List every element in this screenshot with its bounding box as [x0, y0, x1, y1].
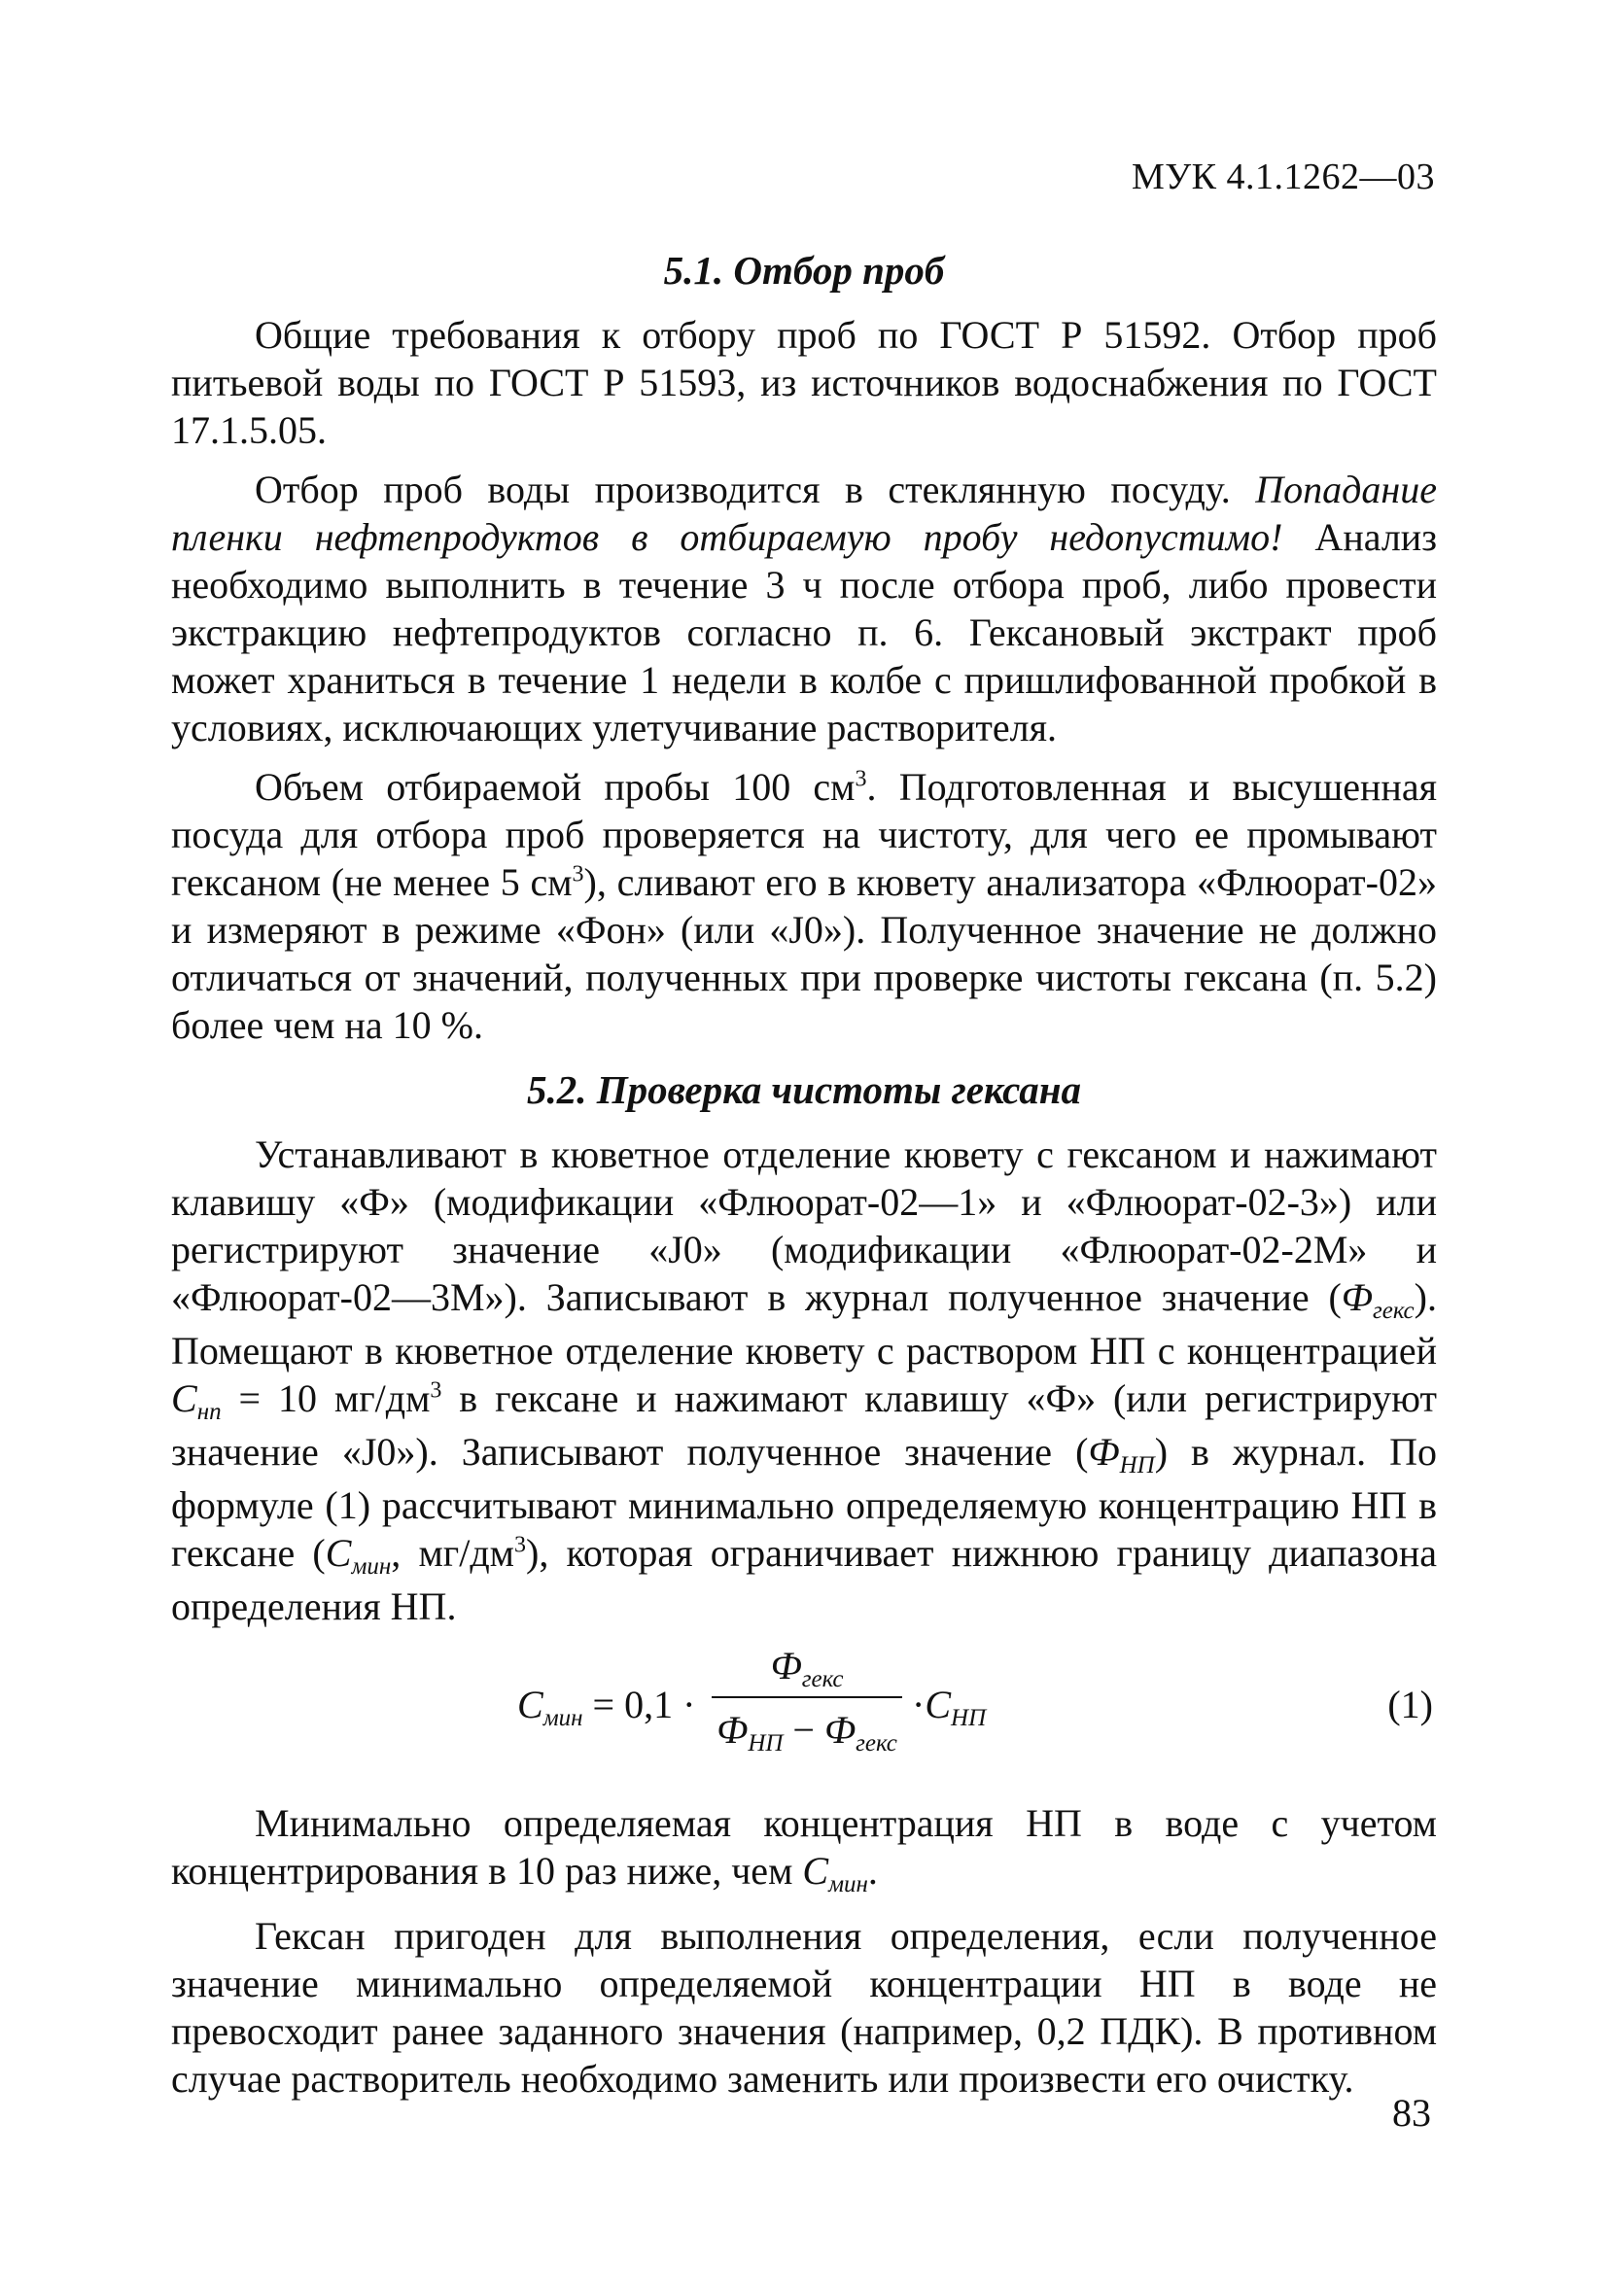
paragraph-text: Общие требования к отбору проб по ГОСТ Р 51592. Отбор проб питьевой воды по ГОСТ Р 51593, из источников водоснабжения по ГОСТ 17.1.5.05. [171, 313, 1437, 452]
paragraph-text: Отбор проб воды производится в стеклянную посуду. [255, 468, 1256, 511]
symbol: Ф [770, 1644, 802, 1687]
page-content [171, 241, 1437, 2114]
minus-sign: − [783, 1708, 824, 1752]
paragraph-text: Минимально определяемая концентрация НП в воде с учетом концентрирования в 10 раз ниже, чем [171, 1801, 1437, 1893]
superscript: 3 [514, 1532, 526, 1558]
paragraph [171, 311, 1437, 454]
paragraph-text: Устанавливают в кюветное отделение кювету с гексаном и нажимают клавишу «Ф» (модификации «Флюорат-02—1» и «Флюорат-02-3») или регистрируют значение «J0» (модификации «Флюорат-02-2М» и «Флюорат-02—3М»). Записывают в журнал полученное значение ( [171, 1132, 1437, 1319]
subscript: гекс [1372, 1298, 1415, 1324]
symbol: С [802, 1849, 829, 1893]
warning-text: Попадание пленки нефтепродуктов в отбираемую пробу недопустимо! [171, 468, 1437, 559]
formula-lhs [517, 1681, 695, 1734]
paragraph-text: , мг/дм [391, 1531, 514, 1575]
subscript: НП [748, 1730, 784, 1757]
paragraph-text: . [867, 1849, 878, 1893]
subscript: гекс [856, 1730, 897, 1757]
subscript: мин [542, 1705, 583, 1731]
paragraph [171, 763, 1437, 1049]
symbol: Ф [717, 1708, 749, 1752]
fraction-numerator [712, 1642, 902, 1690]
paragraph [171, 1912, 1437, 2103]
superscript: 3 [855, 766, 867, 792]
paragraph [171, 466, 1437, 751]
paragraph-text: . Подготовленная и высушенная посуда для отбора проб проверяется на чистоту, для чего ее промывают гексаном (не менее 5 см [171, 765, 1437, 904]
subscript: НП [1119, 1452, 1155, 1478]
paragraph-text: Анализ необходимо выполнить в течение 3 ч после отбора проб, либо провести экстракцию нефтепродуктов согласно п. 6. Гексановый экстракт проб может храниться в течение 1 недели в колбе с пришлифованной пробкой в условиях, исключающих улетучивание растворителя. [171, 515, 1437, 749]
symbol: С [325, 1531, 352, 1575]
equation-number: (1) [1387, 1683, 1433, 1726]
subscript: мин [351, 1553, 392, 1580]
paragraph-text: = 10 мг/дм [221, 1376, 431, 1420]
fraction-bar [712, 1696, 902, 1698]
multiply-dot: · [912, 1683, 926, 1726]
superscript: 3 [430, 1377, 442, 1404]
paragraph [171, 1799, 1437, 1900]
paragraph-text: Объем отбираемой пробы 100 см [255, 765, 856, 809]
symbol: С [925, 1683, 952, 1726]
formula-1 [171, 1642, 1437, 1778]
paragraph [171, 1131, 1437, 1630]
paragraph-text: Гексан пригоден для выполнения определения, если полученное значение минимально определяемой концентрации НП в воде не превосходит ранее заданного значения (например, 0,2 ПДК). В противном случае растворитель необходимо заменить или произвести его очистку. [171, 1914, 1437, 2101]
paragraph-text: в гексане и нажимают клавишу «Ф» (или регистрируют значение «J0»). Записывают полученное значение ( [171, 1376, 1437, 1474]
document-code: МУК 4.1.1262—03 [1131, 157, 1435, 197]
subscript: нп [196, 1399, 222, 1425]
subscript: НП [951, 1705, 987, 1731]
section-heading-5-2: 5.2. Проверка чистоты гексана [526, 1067, 1082, 1112]
section-heading-5-1: 5.1. Отбор проб [663, 248, 945, 293]
symbol: С [517, 1683, 543, 1726]
superscript: 3 [572, 861, 584, 887]
symbol: Ф [1088, 1430, 1120, 1474]
symbol: С [171, 1376, 197, 1420]
symbol: Ф [823, 1708, 856, 1752]
formula-fraction [712, 1642, 902, 1759]
paragraph-text: ), сливают его в кювету анализатора «Флюорат-02» и измеряют в режиме «Фон» (или «J0»). Полученное значение не должно отличаться от значений, полученных при проверке чистоты гексана (п. 5.2) более чем на 10 %. [171, 860, 1437, 1047]
formula-const: = 0,1 · [592, 1683, 696, 1726]
subscript: мин [828, 1871, 868, 1897]
fraction-denominator [712, 1706, 902, 1759]
paragraph-text: ) в журнал. По формуле (1) рассчитывают минимально определяемую концентрацию НП в гексане ( [171, 1430, 1437, 1575]
symbol: Ф [1341, 1275, 1373, 1319]
formula-rhs [912, 1681, 986, 1734]
paragraph-text: ), которая ограничивает нижнюю границу диапазона определения НП. [171, 1531, 1438, 1628]
page-number: 83 [1392, 2091, 1431, 2135]
paragraph-text: ). Помещают в кюветное отделение кювету с раствором НП с концентрацией [171, 1275, 1437, 1373]
subscript: гекс [801, 1666, 844, 1692]
